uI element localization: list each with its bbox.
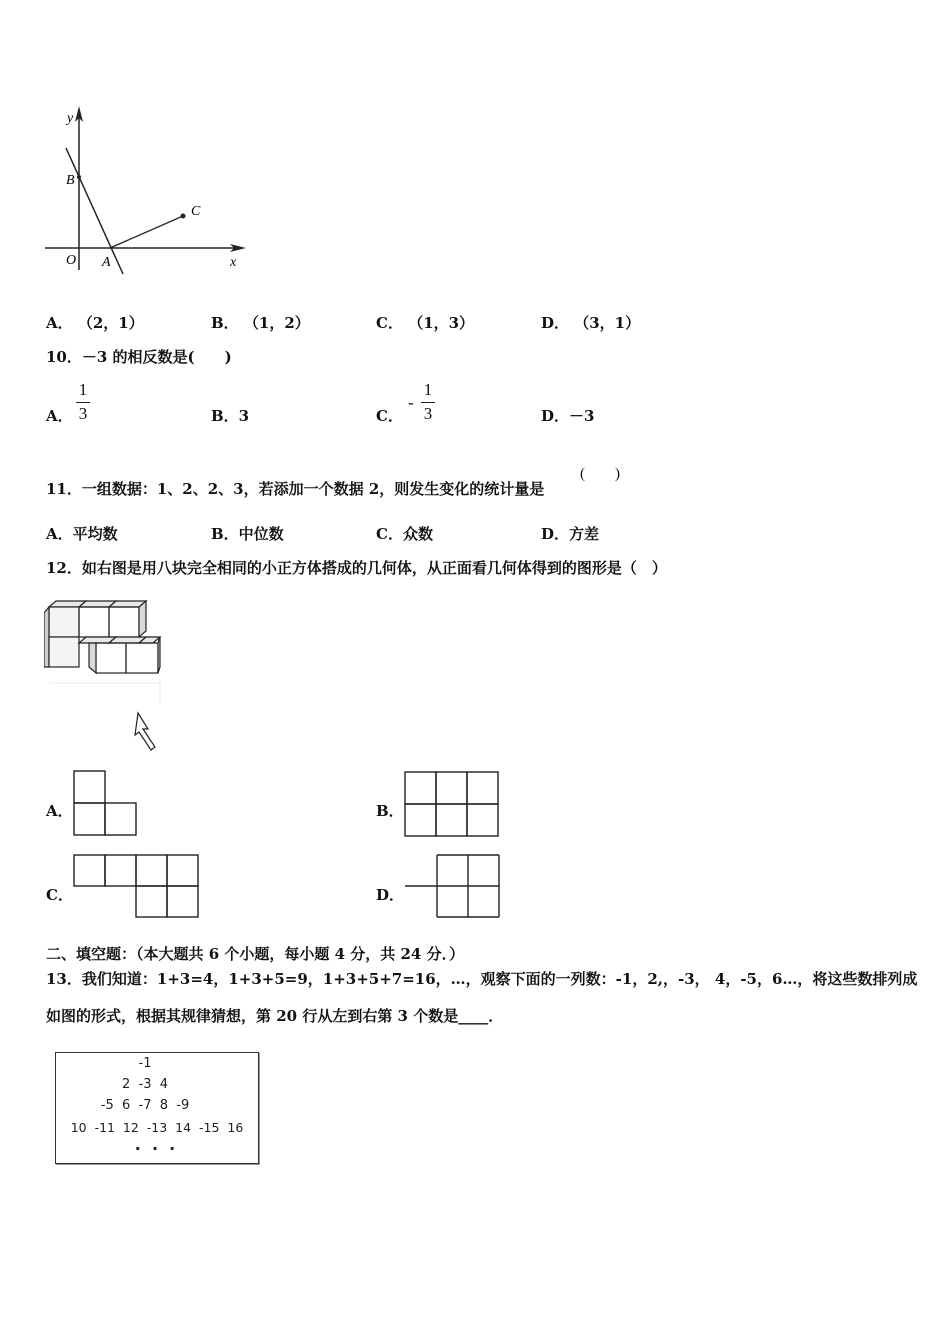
q11-stem: 11．一组数据：1、2、2、3，若添加一个数据 2，则发生变化的统计量是 [46,480,545,498]
option-text: （1，3） [408,314,475,332]
q10-option-c-letter[interactable]: C． [376,407,403,425]
q9-option-b[interactable] [211,312,310,333]
q12-option-b-figure[interactable] [404,771,501,838]
q10-c-numerator: 1 [423,380,433,399]
point-b [77,175,81,179]
point-c-label: C [191,204,201,219]
triangle-row-1: -1 [138,1056,152,1071]
q12-cube-figure [44,595,169,755]
option-letter: A． [46,314,73,332]
q10-stem: 10．－3 的相反数是( ) [46,348,232,366]
option-text: （3，1） [574,314,641,332]
q10-c-fraction-bar [421,402,435,403]
q10-c-sign: - [408,393,414,412]
q12-option-a[interactable]: A． [46,802,73,820]
point-c [181,214,186,219]
q10-c-denominator: 3 [423,404,433,423]
q9-option-a[interactable] [46,312,144,333]
q11-option-a[interactable]: A．平均数 [46,525,118,543]
option-letter: D． [541,314,570,332]
triangle-row-2: 2 -3 4 [121,1077,169,1092]
q12-option-d[interactable]: D． [376,886,405,904]
section2-title: 二、填空题：（本大题共 6 个小题，每小题 4 分，共 24 分．） [46,945,465,963]
q11-option-d[interactable]: D．方差 [541,525,600,543]
q9-option-d[interactable] [541,312,640,333]
q10-option-b[interactable]: B．3 [211,407,250,425]
q11-option-c[interactable]: C．众数 [376,525,433,543]
q12-option-c-figure[interactable] [73,854,201,920]
q10-a-fraction-bar [76,402,90,403]
q13-line1: 13．我们知道：1+3=4，1+3+5=9，1+3+5+7=16，…，观察下面的一列数：-1，2,，-3， 4，-5，6…，将这些数排列成 [46,970,918,988]
point-a-label: A [102,255,111,270]
point-b-label: B [66,173,75,188]
q10-option-d[interactable]: D．－3 [541,407,595,425]
q9-option-c[interactable] [376,312,474,333]
view-direction-arrow-icon [135,713,155,750]
y-label: y [67,111,74,126]
option-text: （2，1） [77,314,144,332]
q12-stem: 12．如右图是用八块完全相同的小正方体搭成的几何体，从正面看几何体得到的图形是（ ） [46,559,667,577]
q13-line2: 如图的形式，根据其规律猜想，第 20 行从左到右第 3 个数是____． [46,1007,504,1025]
option-letter: C． [376,314,403,332]
triangle-row-ellipsis: · · · [134,1139,176,1158]
q12-option-b[interactable]: B． [376,802,404,820]
q11-option-b[interactable]: B．中位数 [211,525,284,543]
option-text: （1，2） [243,314,310,332]
q10-a-denominator: 3 [78,404,88,423]
triangle-row-4: 10 -11 12 -13 14 -15 16 [70,1120,244,1135]
q12-option-c[interactable]: C． [46,886,73,904]
triangle-row-3: -5 6 -7 8 -9 [100,1098,190,1113]
q12-option-d-figure[interactable] [404,854,502,920]
q13-number-triangle-box [55,1052,259,1164]
origin-label: O [66,253,77,268]
q9-coordinate-graph [40,100,255,280]
option-letter: B． [211,314,239,332]
q10-a-numerator: 1 [78,380,88,399]
x-label: x [230,255,237,270]
q12-option-a-figure[interactable] [73,770,139,838]
segment-ac [110,216,183,248]
q10-option-a-letter[interactable]: A． [46,407,73,425]
q11-answer-paren: ( ) [580,466,620,482]
